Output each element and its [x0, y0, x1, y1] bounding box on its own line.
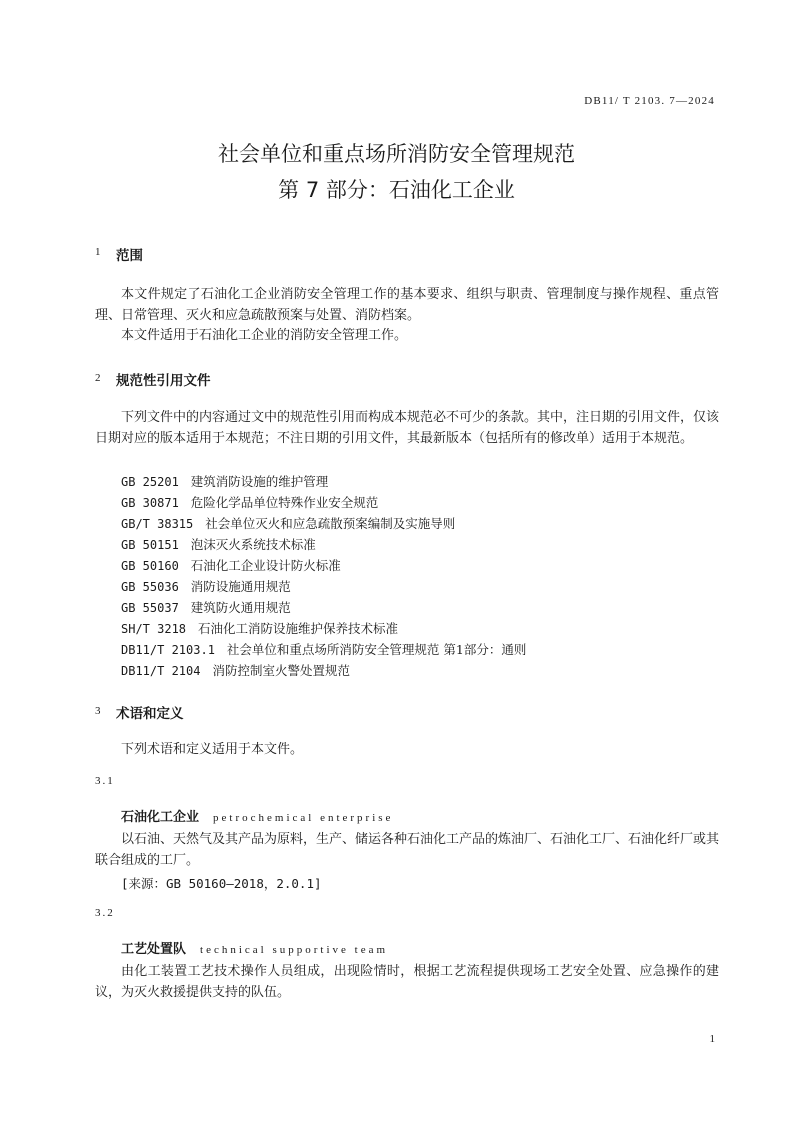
paragraph: 本文件适用于石油化工企业的消防安全管理工作。 — [121, 328, 408, 343]
reference-code: GB 50151 — [121, 538, 179, 552]
section-number: 1 — [95, 246, 101, 258]
reference-title: 消防控制室火警处置规范 — [212, 663, 350, 678]
clause-number: 3.2 — [95, 907, 115, 919]
reference-item — [121, 472, 328, 490]
clause-number: 3.1 — [95, 775, 115, 787]
reference-code: GB 55036 — [121, 580, 179, 594]
document-subtitle: 第 7 部分：石油化工企业 — [278, 178, 515, 202]
paragraph: 下列文件中的内容通过文中的规范性引用而构成本规范必不可少的条款。其中，注日期的引用文件，仅该日期对应的版本适用于本规范；不注日期的引用文件，其最新版本（包括所有的修改单）适用于本规范。 — [95, 410, 720, 446]
term-definition: 由化工装置工艺技术操作人员组成，出现险情时，根据工艺流程提供现场工艺安全处置、应急操作的建议，为灭火救援提供支持的队伍。 — [95, 964, 719, 1000]
reference-item — [121, 619, 398, 637]
reference-code: DB11/T 2103.1 — [121, 643, 215, 657]
reference-item — [121, 493, 378, 511]
reference-item — [121, 577, 291, 595]
term-chinese: 工艺处置队 — [121, 942, 187, 957]
term-english: technical supportive team — [200, 944, 389, 956]
reference-title: 泡沫灭火系统技术标准 — [190, 537, 316, 552]
page-number: 1 — [709, 1033, 715, 1045]
reference-item — [121, 640, 526, 658]
reference-code: GB 50160 — [121, 559, 179, 573]
term-source: [来源：GB 50160—2018，2.0.1] — [121, 876, 322, 891]
reference-title: 危险化学品单位特殊作业安全规范 — [190, 495, 379, 510]
reference-title: 社会单位和重点场所消防安全管理规范 第1部分：通则 — [226, 642, 527, 657]
reference-title: 建筑防火通用规范 — [190, 600, 291, 615]
section-number: 3 — [95, 705, 101, 717]
term-definition: 以石油、天然气及其产品为原料，生产、储运各种石油化工产品的炼油厂、石油化工厂、石油化纤厂或其联合组成的工厂。 — [95, 832, 720, 868]
paragraph: 下列术语和定义适用于本文件。 — [121, 742, 304, 757]
reference-title: 石油化工企业设计防火标准 — [190, 558, 341, 573]
term-entry — [121, 806, 393, 825]
term-entry — [121, 938, 388, 957]
reference-title: 建筑消防设施的维护管理 — [190, 474, 329, 489]
reference-code: GB 30871 — [121, 496, 179, 510]
reference-code: DB11/T 2104 — [121, 664, 201, 678]
paragraph: 本文件规定了石油化工企业消防安全管理工作的基本要求、组织与职责、管理制度与操作规程、重点管理、日常管理、灭火和应急疏散预案与处置、消防档案。 — [95, 287, 719, 323]
reference-title: 石油化工消防设施维护保养技术标准 — [198, 621, 399, 636]
reference-item — [121, 514, 455, 532]
section-number: 2 — [95, 372, 101, 384]
reference-code: SH/T 3218 — [121, 622, 187, 636]
term-english: petrochemical enterprise — [213, 812, 394, 824]
reference-code: GB/T 38315 — [121, 517, 194, 531]
term-chinese: 石油化工企业 — [121, 810, 200, 825]
section-title-terms-definitions: 术语和定义 — [116, 706, 184, 722]
reference-item — [121, 598, 291, 616]
reference-item — [121, 535, 316, 553]
section-title-scope: 范围 — [116, 248, 143, 264]
section-title-normative-references: 规范性引用文件 — [116, 373, 211, 389]
document-number: DB11/ T 2103. 7—2024 — [584, 95, 715, 107]
document-title: 社会单位和重点场所消防安全管理规范 — [218, 142, 575, 166]
reference-title: 消防设施通用规范 — [190, 579, 291, 594]
reference-item — [121, 661, 350, 679]
reference-code: GB 25201 — [121, 475, 179, 489]
reference-code: GB 55037 — [121, 601, 179, 615]
reference-item — [121, 556, 341, 574]
reference-title: 社会单位灭火和应急疏散预案编制及实施导则 — [205, 516, 456, 531]
